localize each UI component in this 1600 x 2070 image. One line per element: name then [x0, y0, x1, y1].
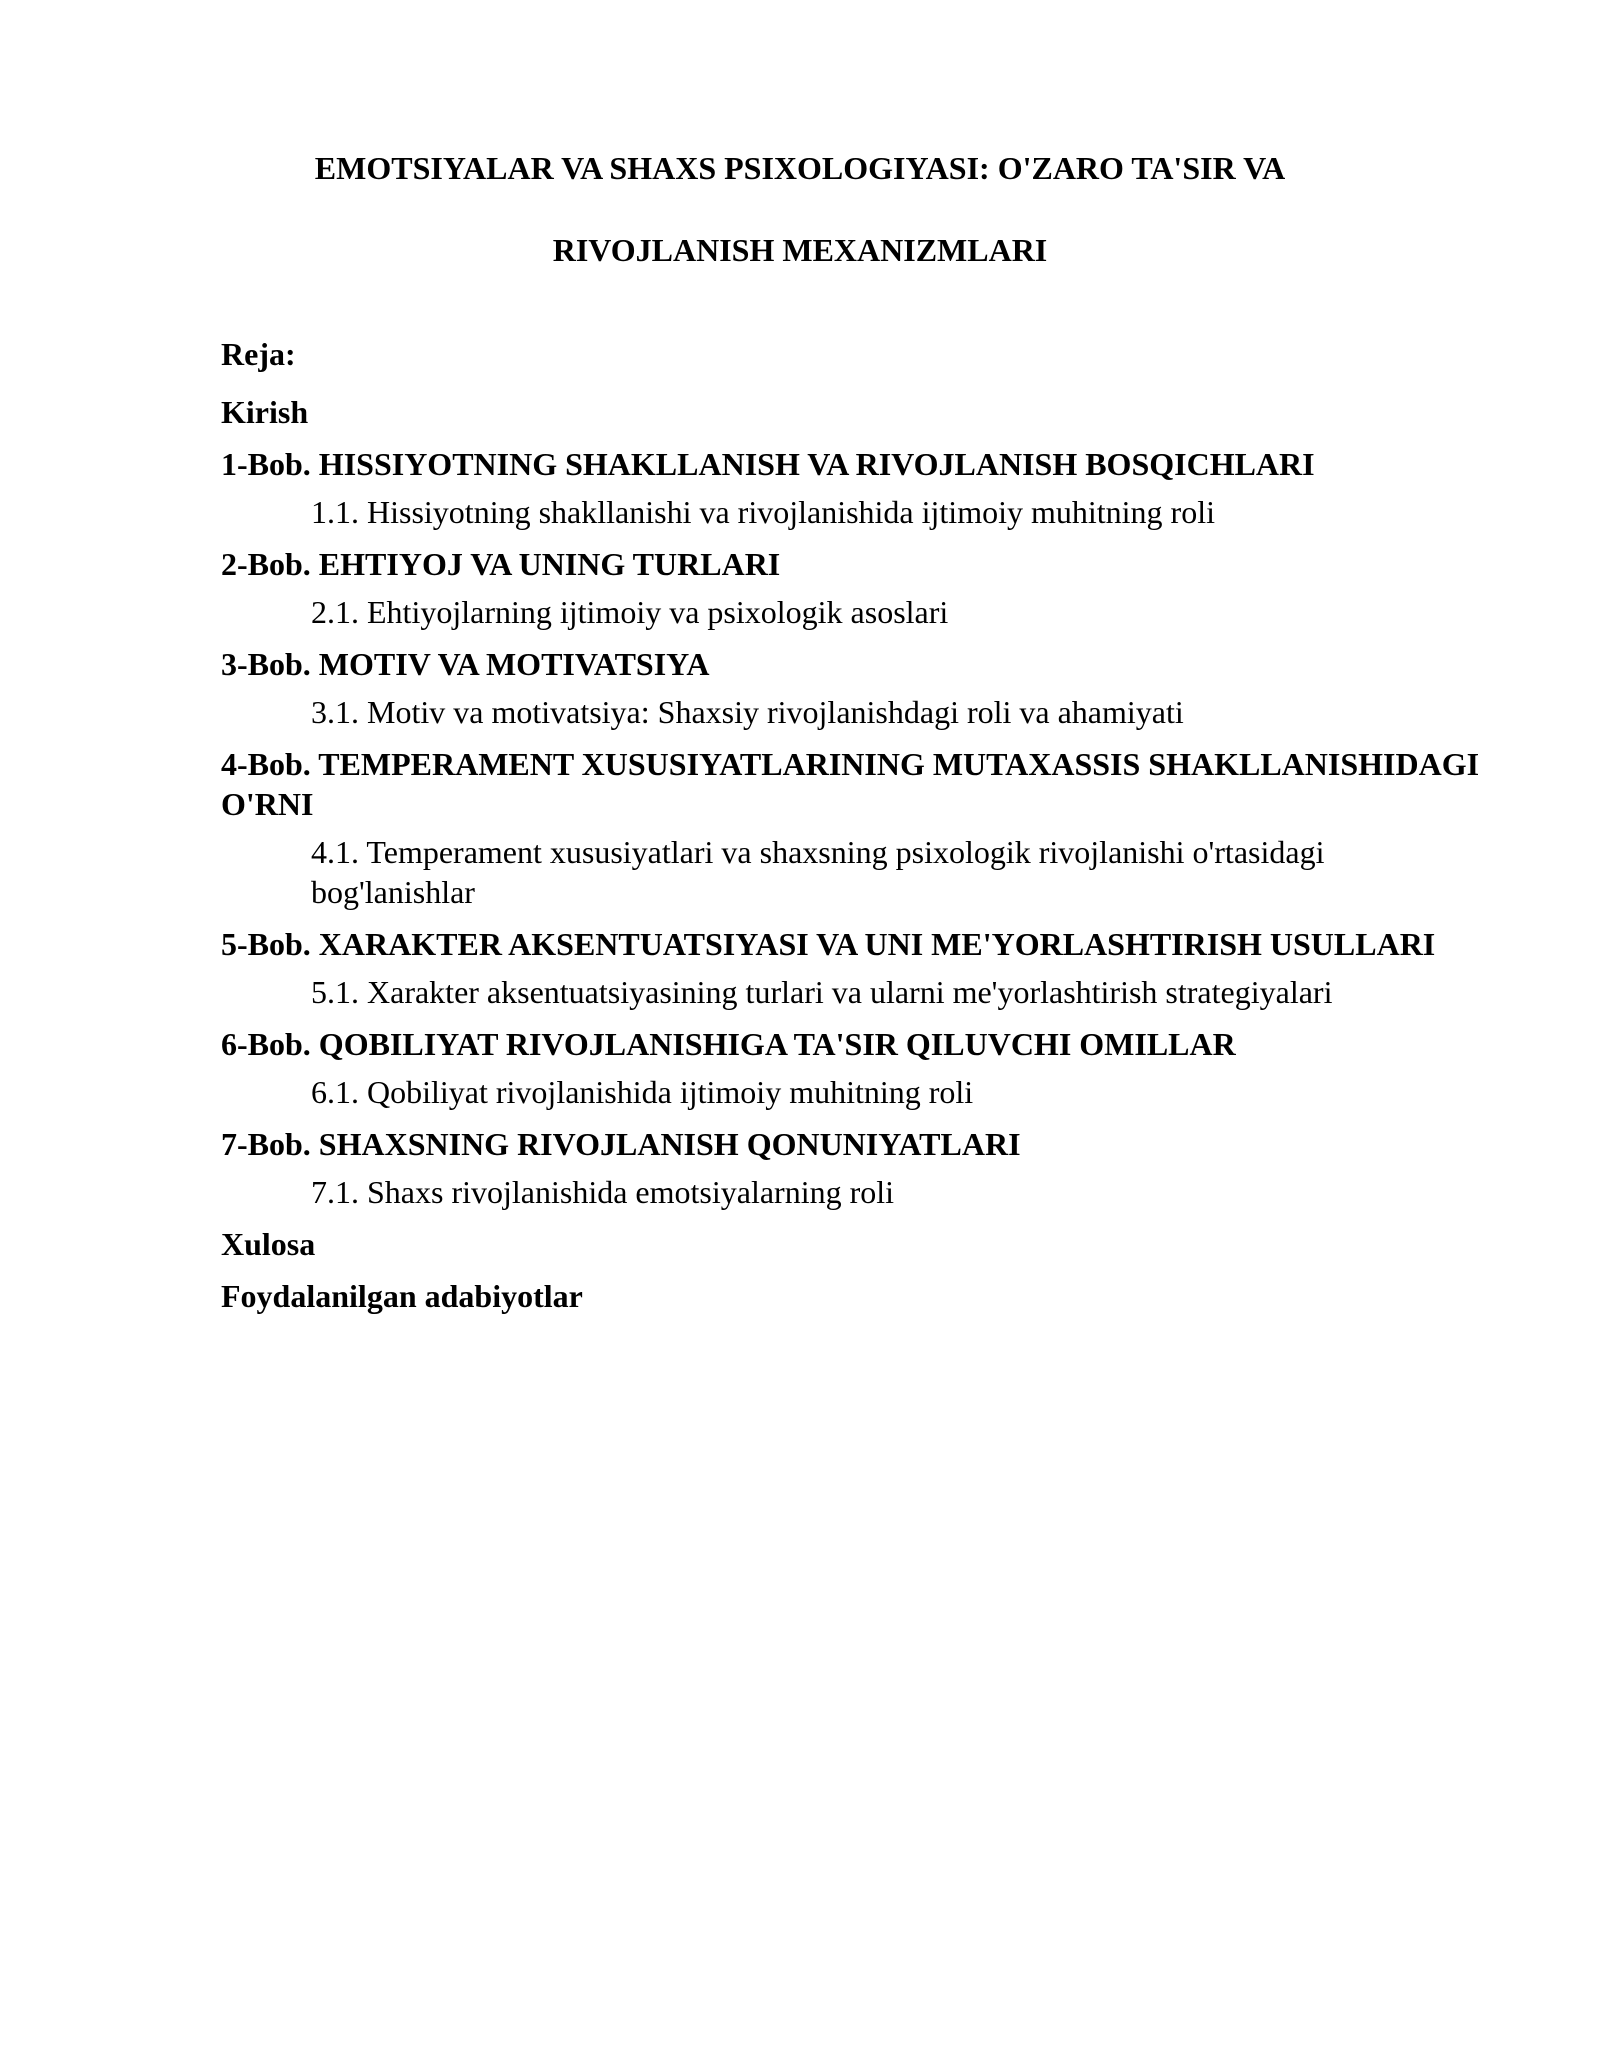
toc-heading: Kirish: [221, 394, 309, 430]
plan-section: [221, 332, 1491, 1328]
toc-subsection: 2.1. Ehtiyojlarning ijtimoiy va psixologik asoslari: [311, 594, 949, 630]
table-of-contents: [221, 392, 1491, 1316]
toc-heading: 2-Bob. EHTIYOJ VA UNING TURLARI: [221, 546, 781, 582]
title-line-1: EMOTSIYALAR VA SHAXS PSIXOLOGIYASI: O'ZARO TA'SIR VA: [314, 150, 1286, 186]
toc-subsection: 1.1. Hissiyotning shakllanishi va rivojlanishida ijtimoiy muhitning roli: [311, 494, 1215, 530]
toc-heading: 3-Bob. MOTIV VA MOTIVATSIYA: [221, 646, 710, 682]
toc-heading: 4-Bob. TEMPERAMENT XUSUSIYATLARINING MUTAXASSIS SHAKLLANISHIDAGI O'RNI: [221, 746, 1480, 822]
toc-heading: Foydalanilgan adabiyotlar: [221, 1278, 583, 1314]
title-line-2: RIVOJLANISH MEXANIZMLARI: [552, 232, 1048, 268]
toc-heading: 7-Bob. SHAXSNING RIVOJLANISH QONUNIYATLARI: [221, 1126, 1021, 1162]
toc-subsection: 6.1. Qobiliyat rivojlanishida ijtimoiy muhitning roli: [311, 1074, 974, 1110]
toc-heading: 6-Bob. QOBILIYAT RIVOJLANISHIGA TA'SIR QILUVCHI OMILLAR: [221, 1026, 1236, 1062]
toc-heading: 5-Bob. XARAKTER AKSENTUATSIYASI VA UNI ME'YORLASHTIRISH USULLARI: [221, 926, 1436, 962]
toc-subsection: 4.1. Temperament xususiyatlari va shaxsning psixologik rivojlanishi o'rtasidagi bog'lanishlar: [311, 834, 1325, 910]
document-title: [200, 127, 1400, 291]
toc-subsection: 5.1. Xarakter aksentuatsiyasining turlari va ularni me'yorlashtirish strategiyalari: [311, 974, 1333, 1010]
plan-label: Reja:: [221, 336, 296, 372]
toc-subsection: 3.1. Motiv va motivatsiya: Shaxsiy rivojlanishdagi roli va ahamiyati: [311, 694, 1184, 730]
toc-subsection: 7.1. Shaxs rivojlanishida emotsiyalarning roli: [311, 1174, 895, 1210]
toc-heading: Xulosa: [221, 1226, 316, 1262]
toc-heading: 1-Bob. HISSIYOTNING SHAKLLANISH VA RIVOJLANISH BOSQICHLARI: [221, 446, 1315, 482]
